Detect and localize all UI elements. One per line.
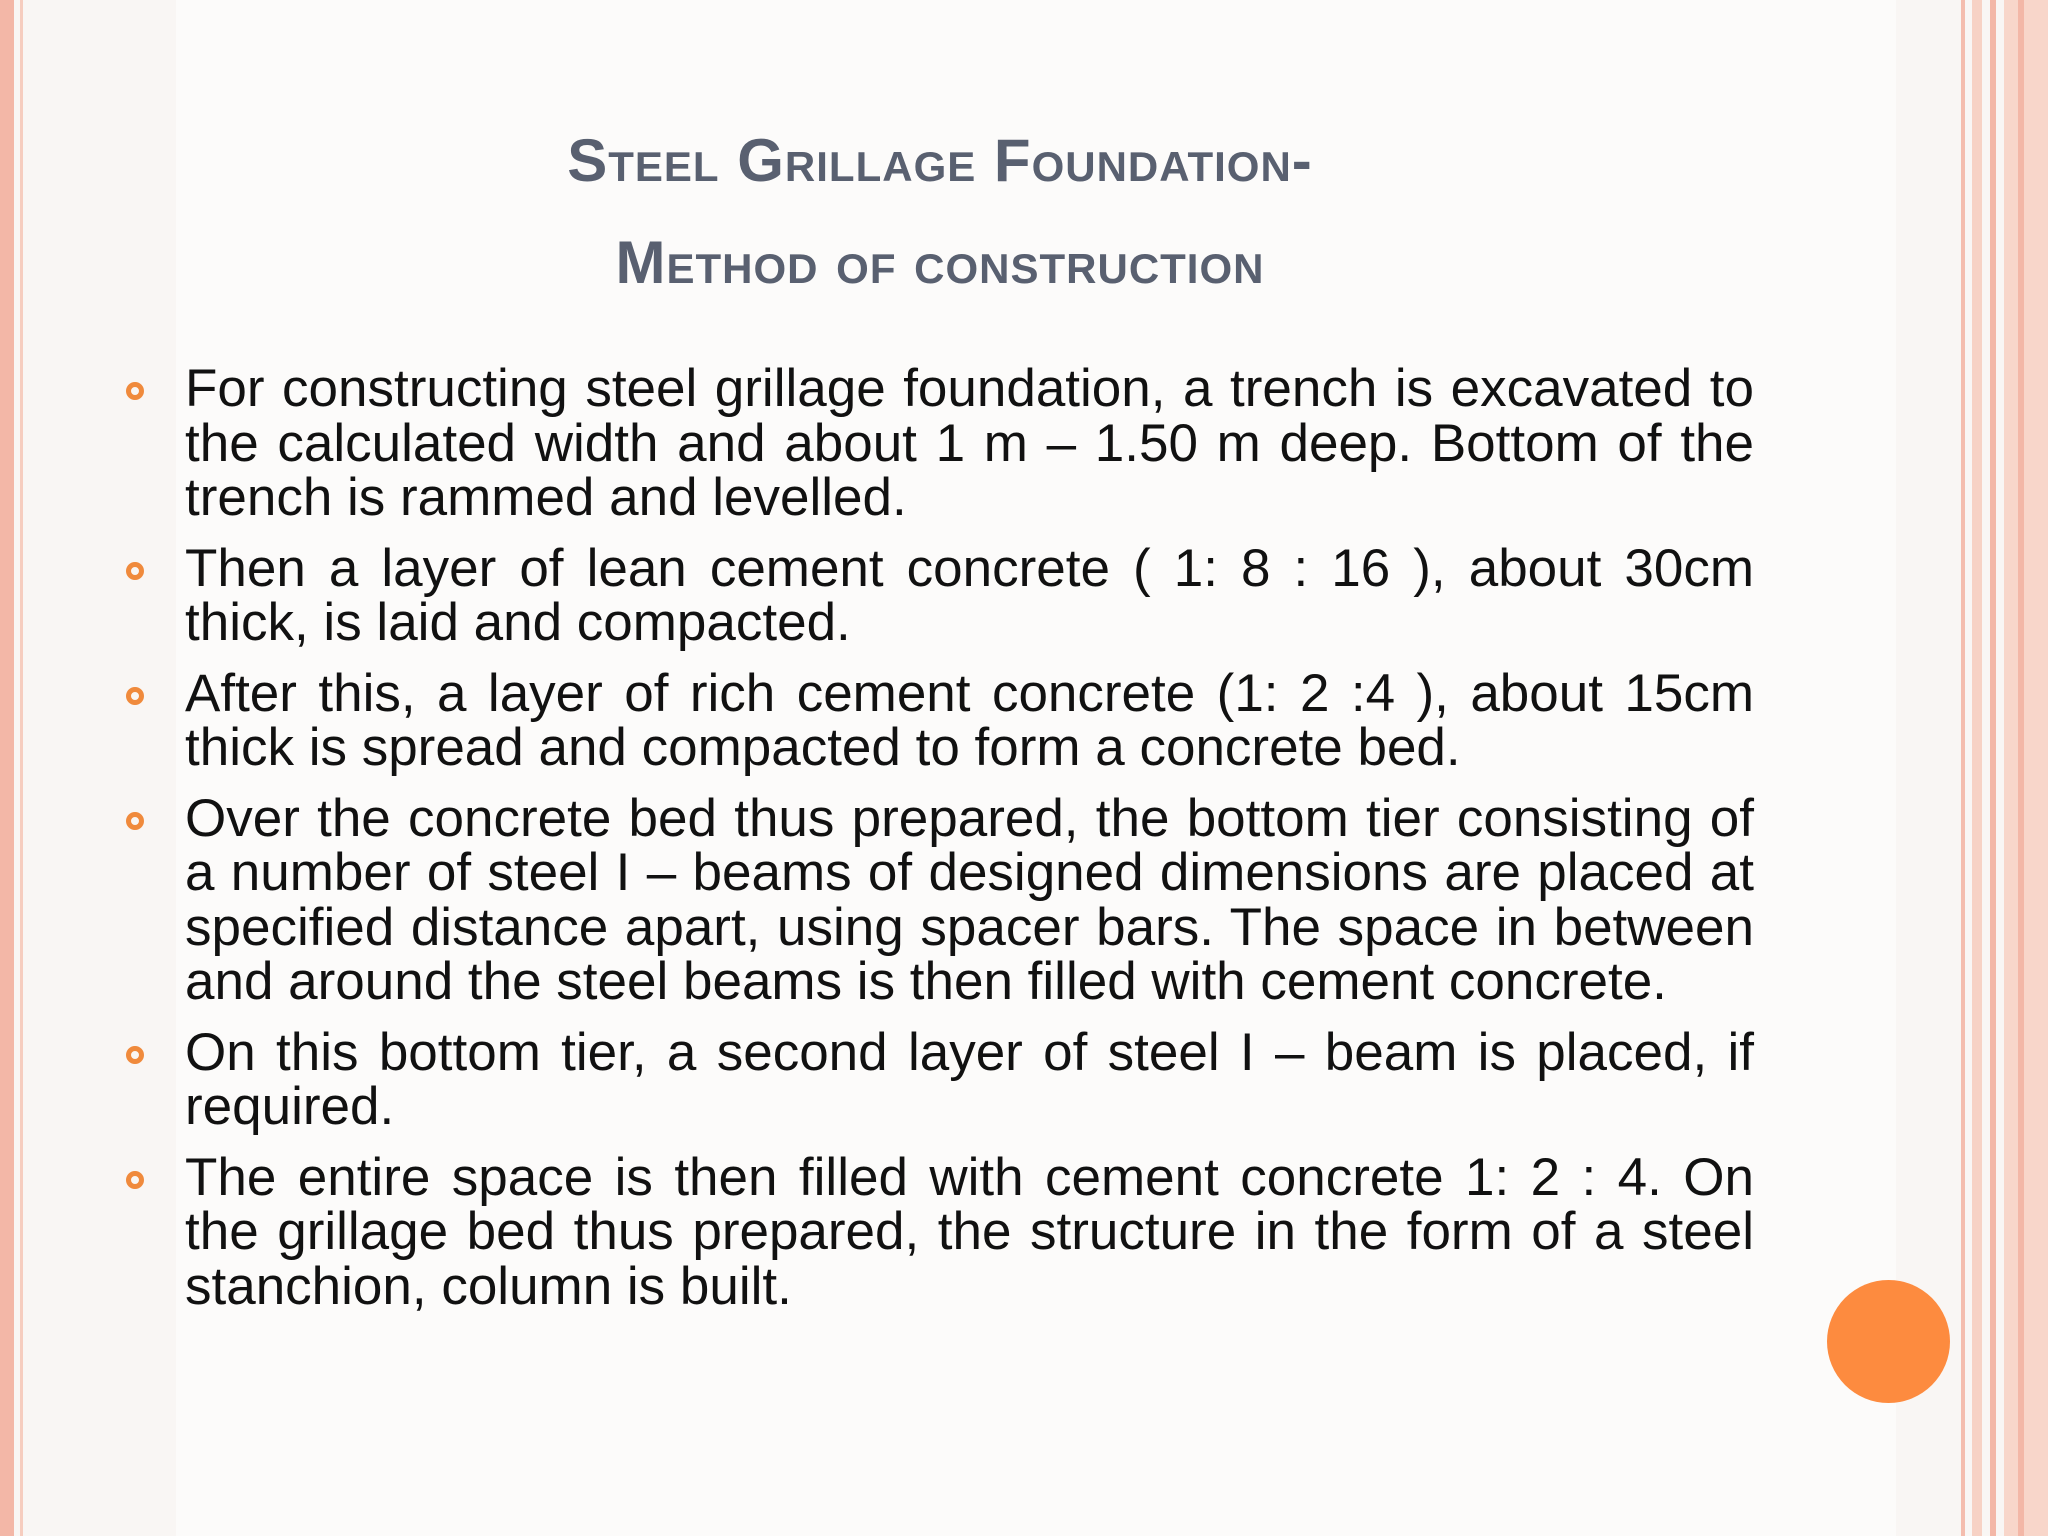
bullet-text: After this, a layer of rich cement concrete (1: 2 :4 ), about 15cm thick is spread and compacted to form a concrete bed. — [185, 663, 1754, 777]
slide-title — [180, 110, 1700, 314]
circle-bullet-icon — [126, 687, 144, 705]
bullet-text: Then a layer of lean cement concrete ( 1: 8 : 16 ), about 30cm thick, is laid and compacted. — [185, 538, 1754, 652]
circle-bullet-icon — [126, 1171, 144, 1189]
title-line-2: Method of construction — [615, 229, 1265, 296]
circle-bullet-icon — [126, 382, 144, 400]
list-item — [126, 1147, 1754, 1316]
left-border-line-thin — [20, 0, 23, 1536]
title-line-1: Steel Grillage Foundation- — [567, 127, 1313, 194]
list-item — [126, 1022, 1754, 1136]
list-item — [126, 663, 1754, 777]
bullet-text: For constructing steel grillage foundation, a trench is excavated to the calculated width and about 1 m – 1.50 m deep. Bottom of the trench is rammed and levelled. — [185, 359, 1754, 527]
list-item — [126, 359, 1754, 527]
bullet-text: On this bottom tier, a second layer of steel I – beam is placed, if required. — [185, 1022, 1754, 1136]
right-border-line — [1990, 0, 1996, 1536]
decorative-orange-circle — [1827, 1280, 1950, 1403]
list-item — [126, 788, 1754, 1011]
list-item — [126, 538, 1754, 652]
bullet-list — [126, 359, 1754, 1330]
right-border-line — [1961, 0, 1965, 1536]
circle-bullet-icon — [126, 1046, 144, 1064]
right-border-line — [1972, 0, 1982, 1536]
right-border-line — [2018, 0, 2024, 1536]
bullet-text: Over the concrete bed thus prepared, the bottom tier consisting of a number of steel I – beams of designed dimensions are placed at specified distance apart, using spacer bars. The space in between and around the steel beams is then filled with cement concrete. — [185, 788, 1754, 1011]
circle-bullet-icon — [126, 562, 144, 580]
circle-bullet-icon — [126, 812, 144, 830]
right-border-band — [2004, 0, 2048, 1536]
left-border-line — [0, 0, 14, 1536]
bullet-text: The entire space is then filled with cement concrete 1: 2 : 4. On the grillage bed thus prepared, the structure in the form of a steel stanchion, column is built. — [185, 1147, 1754, 1316]
